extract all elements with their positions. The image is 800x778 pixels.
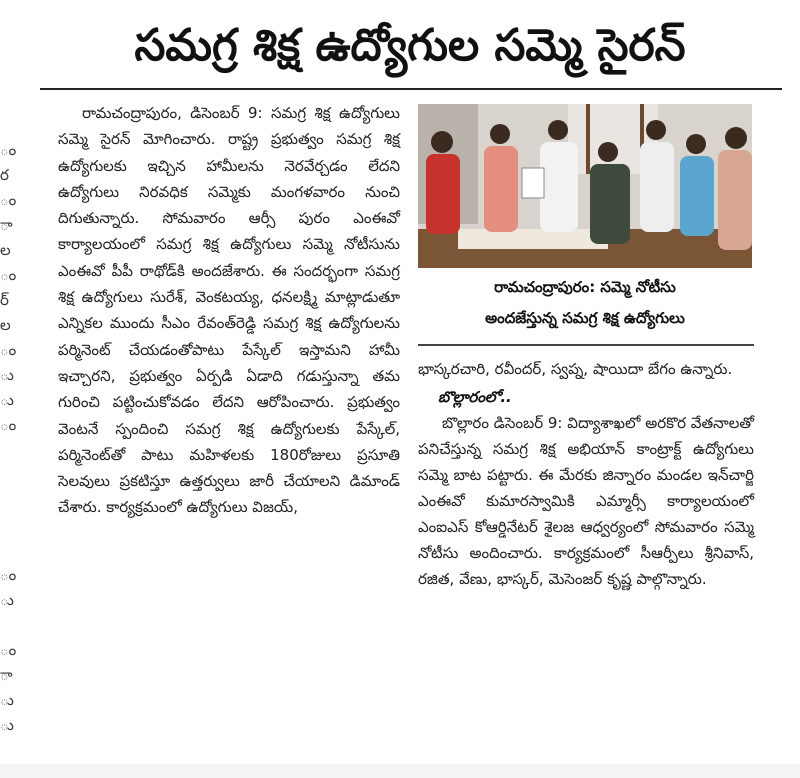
edge-fragment: ం [0, 266, 16, 284]
edge-fragment: ం [0, 641, 16, 659]
edge-fragment: ా [0, 666, 13, 684]
edge-fragment: ు [0, 591, 14, 609]
edge-fragment: ల [0, 241, 11, 259]
edge-fragment: ర [0, 166, 9, 184]
article-column-right [418, 356, 754, 592]
edge-fragment: ు [0, 691, 14, 709]
article-column-left [58, 100, 400, 521]
article-body-section2: బొల్లారం డిసెంబర్ 9: విద్యాశాఖలో అరకొర వేతనాలతో పనిచేస్తున్న సమగ్ర శిక్ష అభియాన్ కాంట్రాక్ట్ ఉద్యోగులు సమ్మె బాట పట్టారు. ఈ మేరకు జిన్నారం మండల ఇన్‌చార్జి ఎంఈవో కుమారస్వామికి ఎమ్మార్సీ కార్యాలయంలో ఎంఐఎస్ కోఆర్డినేటర్ శైలజ ఆధ్వర్యంలో సోమవారం సమ్మె నోటీసు అందించారు. కార్యక్రమంలో సీఆర్పీలు శ్రీనివాస్, రజిత, వేణు, భాస్కర్, మెసెంజర్ కృష్ణ పాల్గొన్నారు. [418, 414, 754, 588]
edge-fragment [0, 463, 16, 488]
edge-fragment: ు [0, 366, 14, 384]
photo-caption-line1: రామచంద్రాపురం: సమ్మె నోటీసు [494, 278, 676, 296]
caption-divider [418, 344, 754, 346]
adjacent-column-fragments [0, 138, 16, 758]
edge-fragment [0, 613, 16, 638]
news-photo [418, 104, 752, 268]
edge-fragment: ర్ [0, 291, 9, 309]
headline-rule [40, 88, 782, 90]
photo-caption-line2: అందజేస్తున్న సమగ్ర శిక్ష ఉద్యోగులు [485, 309, 685, 327]
article-body-part2: భాస్కరచారి, రవీందర్, స్వప్న, షాయిదా బేగం ఉన్నారు. [418, 360, 733, 378]
edge-fragment [0, 538, 16, 563]
edge-fragment [0, 438, 16, 463]
edge-fragment: ం [0, 191, 16, 209]
edge-fragment: ా [0, 216, 13, 234]
headline: సమగ్ర శిక్ష ఉద్యోగుల సమ్మె సైరన్ [134, 20, 686, 71]
edge-fragment: ం [0, 416, 16, 434]
edge-fragment: ు [0, 716, 14, 734]
article-body-part1: రామచంద్రాపురం, డిసెంబర్ 9: సమగ్ర శిక్ష ఉద్యోగులు సమ్మె సైరన్ మోగించారు. రాష్ట్ర ప్రభుత్వం సమగ్ర శిక్ష ఉద్యోగులకు ఇచ్చిన హామీలను నెరవేర్చడం లేదని ఉద్యోగులు నిరవధిక సమ్మెకు మంగళవారం నుంచి దిగుతున్నారు. సోమవారం ఆర్సీ పురం ఎంఈవో కార్యాలయంలో సమగ్ర శిక్ష ఉద్యోగులు సమ్మె నోటీసును ఎంఈవో పీపీ రాథోడ్‌కి అందజేశారు. ఈ సందర్భంగా సమగ్ర శిక్ష ఉద్యోగులు సురేశ్, వెంకటయ్య, ధనలక్ష్మి మాట్లాడుతూ ఎన్నికల ముందు సీఎం రేవంత్‌రెడ్డి సమగ్ర శిక్ష ఉద్యోగులను పర్మినెంట్ చేయడంతోపాటు పేస్కేల్ ఇస్తామని హామీ ఇచ్చారని, ప్రభుత్వం ఏర్పడి ఏడాది గడుస్తున్నా తమ గురించి పట్టించుకోవడం లేదని ఆరోపించారు. ప్రభుత్వం వెంటనే స్పందించి సమగ్ర శిక్ష ఉద్యోగులకు పేస్కేల్, పర్మినెంట్‌తో పాటు మహిళలకు 180రోజులు ప్రసూతి సెలవులు ప్రకటిస్తూ ఉత్తర్వులు జారీ చేయాలని డిమాండ్ చేశారు. కార్యక్రమంలో ఉద్యోగులు విజయ్, [58, 104, 400, 517]
edge-fragment [0, 513, 16, 538]
edge-fragment: ం [0, 141, 16, 159]
edge-fragment: ం [0, 341, 16, 359]
photo-caption [418, 272, 752, 336]
edge-fragment [0, 488, 16, 513]
edge-fragment: ు [0, 391, 14, 409]
section-subheading: బొల్లారంలో.. [438, 388, 512, 406]
page-bottom-strip [0, 764, 800, 778]
edge-fragment: ల [0, 316, 11, 334]
edge-fragment: ం [0, 566, 16, 584]
